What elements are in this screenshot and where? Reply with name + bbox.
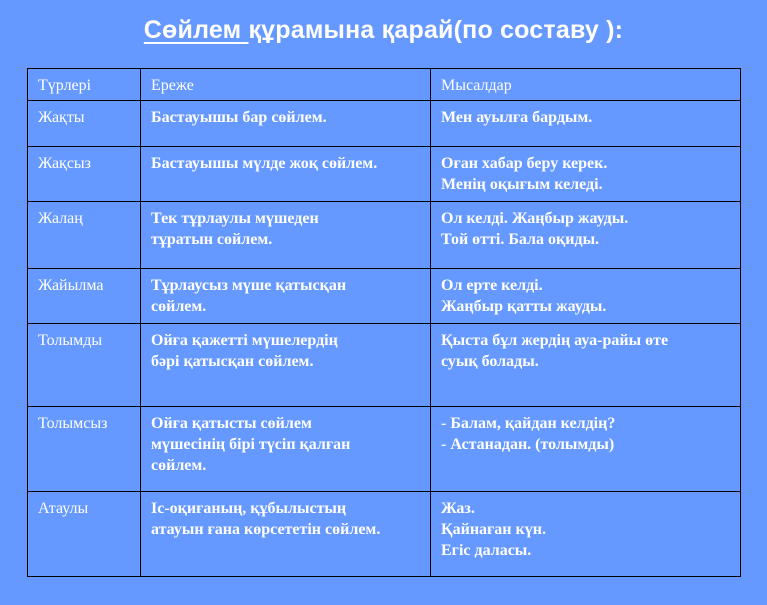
type-cell	[28, 407, 141, 492]
page-title	[0, 16, 767, 45]
sentence-types-table	[27, 68, 741, 577]
rule-line: Іс-оқиғаның, құбылыстың	[151, 500, 347, 517]
example-line: Жаз.	[441, 500, 475, 517]
rule-cell	[141, 269, 431, 324]
rule-line: тұратын сөйлем.	[151, 231, 273, 248]
rule-line: Ойға қажетті мүшелердің	[151, 332, 338, 349]
example-line: Ол ерте келді.	[441, 277, 543, 294]
type-cell	[28, 492, 141, 577]
type-cell	[28, 202, 141, 269]
example-line: суық болады.	[441, 353, 539, 370]
rule-line: Бастауышы бар сөйлем.	[151, 109, 327, 126]
example-line: Ол келді. Жаңбыр жауды.	[441, 210, 629, 227]
rule-line: бәрі қатысқан сөйлем.	[151, 353, 314, 370]
header-types: Түрлері	[28, 69, 141, 101]
rule-cell	[141, 324, 431, 407]
rule-cell	[141, 407, 431, 492]
example-line: - Астанадан. (толымды)	[441, 436, 615, 453]
example-line: Жаңбыр қатты жауды.	[441, 298, 607, 315]
table-row	[28, 492, 741, 577]
table-row	[28, 324, 741, 407]
header-rule: Ереже	[141, 69, 431, 101]
table-row	[28, 202, 741, 269]
rule-line: Тұрлаусыз мүше қатысқан	[151, 277, 347, 294]
example-line: Қайнаған күн.	[441, 521, 546, 538]
type-cell	[28, 324, 141, 407]
type-text: Атаулы	[38, 500, 89, 517]
examples-cell	[431, 147, 741, 202]
title-rest: құрамына қарай(по составу ):	[248, 16, 624, 44]
examples-cell	[431, 269, 741, 324]
type-text: Жақты	[38, 109, 85, 126]
examples-cell	[431, 324, 741, 407]
type-cell	[28, 101, 141, 147]
type-text: Жақсыз	[38, 155, 91, 172]
header-row	[28, 69, 741, 101]
example-line: Егіс даласы.	[441, 542, 532, 559]
example-line: Мен ауылға бардым.	[441, 109, 593, 126]
examples-cell	[431, 202, 741, 269]
type-text: Жайылма	[38, 277, 104, 294]
example-line: - Балам, қайдан келдің?	[441, 415, 616, 432]
rule-line: атауын ғана көрсететін сөйлем.	[151, 521, 381, 538]
title-underlined-word: Сөйлем	[143, 16, 249, 44]
examples-cell	[431, 492, 741, 577]
rule-cell	[141, 202, 431, 269]
type-text: Жалаң	[38, 210, 83, 227]
rule-line: сөйлем.	[151, 457, 207, 474]
table-row	[28, 101, 741, 147]
type-text: Толымды	[38, 332, 103, 349]
example-line: Менің оқығым келеді.	[441, 176, 603, 193]
rule-line: Тек тұрлаулы мүшеден	[151, 210, 319, 227]
type-text: Толымсыз	[38, 415, 108, 432]
rule-line: сөйлем.	[151, 298, 207, 315]
rule-line: Ойға қатысты сөйлем	[151, 415, 312, 432]
rule-cell	[141, 147, 431, 202]
header-examples: Мысалдар	[431, 69, 741, 101]
table-row	[28, 147, 741, 202]
table-row	[28, 269, 741, 324]
rule-line: мүшесінің бірі түсіп қалған	[151, 436, 351, 453]
examples-cell	[431, 101, 741, 147]
rule-cell	[141, 101, 431, 147]
type-cell	[28, 147, 141, 202]
example-line: Той өтті. Бала оқиды.	[441, 231, 600, 248]
example-line: Оған хабар беру керек.	[441, 155, 608, 172]
rule-line: Бастауышы мүлде жоқ сөйлем.	[151, 155, 378, 172]
rule-cell	[141, 492, 431, 577]
type-cell	[28, 269, 141, 324]
examples-cell	[431, 407, 741, 492]
table-row	[28, 407, 741, 492]
example-line: Қыста бұл жердің ауа-райы өте	[441, 332, 669, 349]
